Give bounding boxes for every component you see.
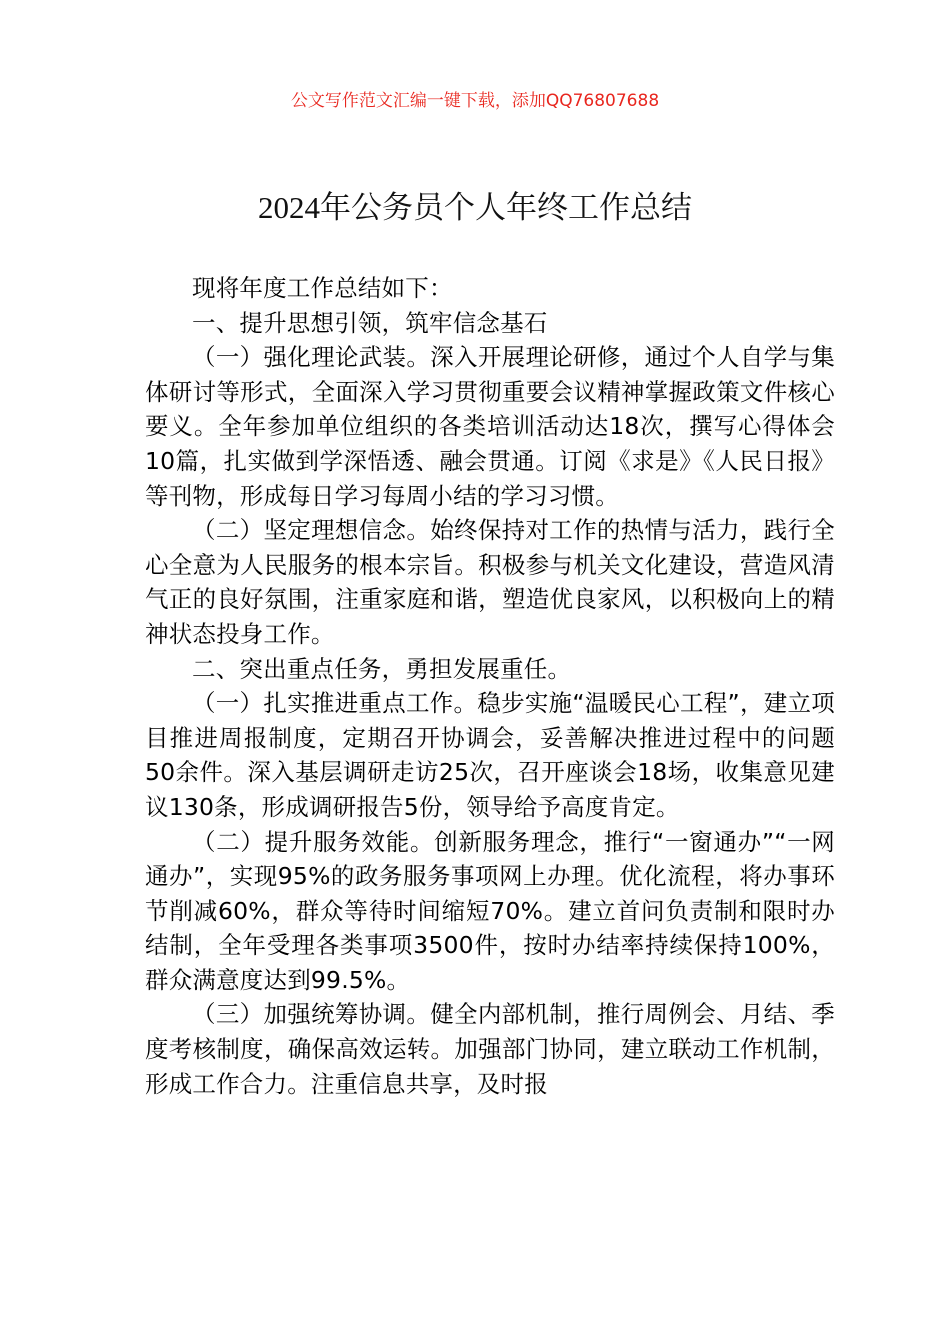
download-notice: 公文写作范文汇编一键下载，添加QQ76807688 (290, 91, 660, 111)
paragraph-1-2: （二）坚定理想信念。始终保持对工作的热情与活力，践行全心全意为人民服务的根本宗旨。积极参与机关文化建设，营造风清气正的良好氛围，注重家庭和谐，塑造优良家风，以积极向上的精神状态投身工作。 (145, 516, 835, 648)
document-title: 2024年公务员个人年终工作总结 (258, 190, 692, 225)
paragraph-2-3: （三）加强统筹协调。健全内部机制，推行周例会、月结、季度考核制度，确保高效运转。加强部门协同，建立联动工作机制，形成工作合力。注重信息共享，及时报 (145, 1000, 835, 1098)
intro-paragraph: 现将年度工作总结如下： (192, 274, 453, 302)
paragraph-2-2: （二）提升服务效能。创新服务理念，推行“一窗通办”“一网通办”，实现95%的政务服务事项网上办理。优化流程，将办事环节削减60%，群众等待时间缩短70%。建立首问负责制和限时办结制，全年受理各类事项3500件，按时办结率持续保持100%，群众满意度达到99.5%。 (145, 827, 835, 994)
document-body (145, 271, 835, 1101)
section-heading-1: 一、提升思想引领，筑牢信念基石 (192, 308, 548, 337)
paragraph-1-1: （一）强化理论武装。深入开展理论研修，通过个人自学与集体研讨等形式，全面深入学习贯彻重要会议精神掌握政策文件核心要义。全年参加单位组织的各类培训活动达18次，撰写心得体会10篇，扎实做到学深悟透、融会贯通。订阅《求是》《人民日报》等刊物，形成每日学习每周小结的学习习惯。 (145, 343, 835, 510)
section-heading-2: 二、突出重点任务，勇担发展重任。 (192, 654, 572, 683)
paragraph-2-1: （一）扎实推进重点工作。稳步实施“温暖民心工程”，建立项目推进周报制度，定期召开协调会，妥善解决推进过程中的问题50余件。深入基层调研走访25次，召开座谈会18场，收集意见建议130条，形成调研报告5份，领导给予高度肯定。 (145, 689, 835, 821)
